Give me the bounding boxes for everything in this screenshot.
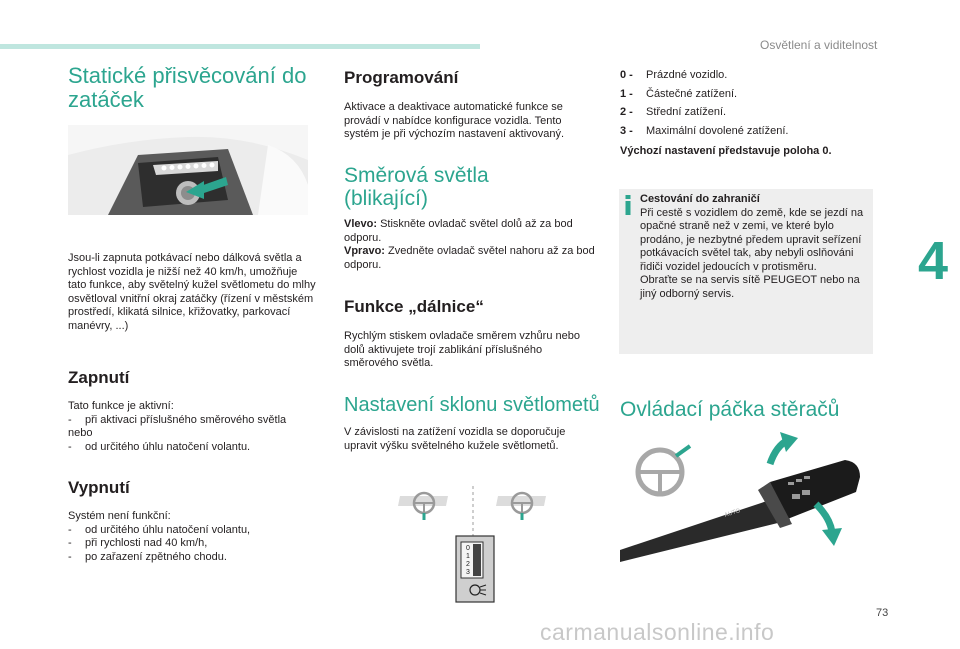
- headlamp-level-text: V závislosti na zatížení vozidla se doporučuje upravit výšku světelného kužele světlometů.: [344, 426, 566, 452]
- dial-digit-1: 1: [466, 553, 470, 560]
- steering-wheel-left-icon: [398, 493, 448, 520]
- title-indicators: Směrová světla (blikající): [344, 164, 489, 210]
- title-wiper-stalk: Ovládací páčka stěračů: [620, 398, 840, 421]
- on-item-2: - od určitého úhlu natočení volantu.: [68, 440, 251, 453]
- info-title: Cestování do zahraničí: [640, 193, 760, 205]
- load-item: 3 - Maximální dovolené zatížení.: [620, 124, 789, 137]
- off-item-1: - od určitého úhlu natočení volantu,: [68, 523, 251, 536]
- fog-lamp-illustration: [68, 125, 308, 215]
- wiper-stalk-image: [620, 432, 870, 562]
- load-item: 1 - Částečné zatížení.: [620, 87, 738, 100]
- off-item-3: - po zařazení zpětného chodu.: [68, 550, 227, 563]
- programming-text: Aktivace a deaktivace automatické funkce se provádí v nabídce konfigurace vozidla. Tento systém je při výchozím nastavení aktivovaný.: [344, 101, 565, 140]
- left-label: Vlevo:: [344, 218, 378, 230]
- title-motorway: Funkce „dálnice“: [344, 297, 484, 316]
- load-positions: [620, 69, 870, 138]
- dial-digit-3: 3: [466, 569, 470, 576]
- watermark: carmanualsonline.info: [540, 619, 775, 645]
- section-title: Osvětlení a viditelnost: [760, 38, 878, 52]
- level-dial-icon: [456, 536, 494, 602]
- steering-wheel-right-icon: [496, 493, 546, 520]
- load-item: 2 - Střední zatížení.: [620, 106, 727, 118]
- arrow-up-icon: [770, 432, 798, 464]
- title-programming: Programování: [344, 68, 459, 87]
- dial-digit-2: 2: [466, 561, 470, 568]
- on-conditions: Tato funkce je aktivní: - při aktivaci příslušného směrového světla nebo - od určitého úhlu natočení volantu.: [68, 400, 318, 454]
- title-off: Vypnutí: [68, 478, 130, 497]
- on-item-1: - při aktivaci příslušného směrového světla: [68, 413, 287, 426]
- motorway-text: Rychlým stiskem ovladače směrem vzhůru nebo dolů aktivujete trojí zablikání příslušného směrového světla.: [344, 330, 580, 369]
- off-item-2: - při rychlosti nad 40 km/h,: [68, 537, 208, 549]
- steering-wheel-icon: [638, 446, 690, 494]
- wiper-auto-label: AUTO: [723, 508, 742, 519]
- indicators-text: Vlevo: Stiskněte ovladač světel dolů až za bod odporu. Vpravo: Zvedněte ovladač světel nahoru až za bod odporu.: [344, 218, 595, 271]
- info-body-2: Obraťte se na servis sítě PEUGEOT nebo na jiný odborný servis.: [640, 274, 860, 300]
- static-cornering-intro: Jsou-li zapnuta potkávací nebo dálková světla a rychlost vozidla je nižší než 40 km/h, umožňuje tato funkce, aby světelný kužel světlometu do mlhy osvětloval vnitřní okraj zatáčky (řízení v městském prostředí, klikatá silnice, křižovatky, parkovací manévry, ...): [68, 252, 316, 332]
- default-position-note: Výchozí nastavení představuje poloha 0.: [620, 145, 832, 157]
- or-label: nebo: [68, 427, 93, 439]
- page-number: 73: [876, 607, 889, 619]
- wiper-stalk-illustration: [620, 432, 870, 562]
- level-adjust-illustration: [390, 486, 560, 604]
- info-body: Při cestě s vozidlem do země, kde se jezdí na opačné straně než v zemi, ve které bylo prodáno, je nezbytné předem upravit seřízení potkávacích světel tak, aby nebyli oslňováni řidiči vozidel jedoucích v protisměru.: [640, 206, 864, 273]
- header-accent-bar: [0, 44, 480, 49]
- title-headlamp-level: Nastavení sklonu světlometů: [344, 394, 600, 416]
- right-label: Vpravo:: [344, 245, 385, 257]
- load-item: 0 - Prázdné vozidlo.: [620, 69, 728, 81]
- dial-digit-0: 0: [466, 545, 470, 552]
- arrow-down-icon: [816, 504, 842, 546]
- info-box-travel-abroad: [619, 189, 873, 354]
- title-static-cornering: Statické přisvěcování do zatáček: [68, 63, 307, 112]
- fog-lamp-image: [68, 125, 308, 215]
- title-on: Zapnutí: [68, 368, 130, 387]
- chapter-number: 4: [918, 231, 949, 291]
- info-icon: [624, 195, 632, 215]
- off-conditions: Systém není funkční: - od určitého úhlu natočení volantu, - při rychlosti nad 40 km/h, - po zařazení zpětného chodu.: [68, 510, 318, 564]
